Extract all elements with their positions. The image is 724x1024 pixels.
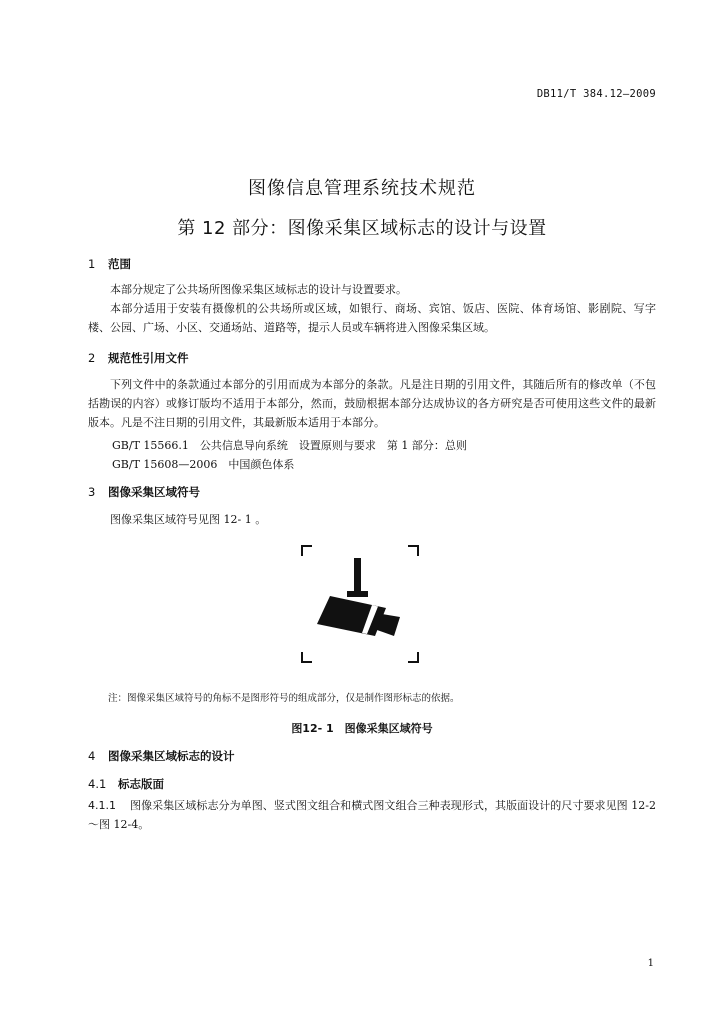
section-title: 标志版面 bbox=[118, 777, 164, 791]
document-title: 图像信息管理系统技术规范 bbox=[248, 178, 476, 199]
clause-number: 4.1.1 bbox=[88, 799, 116, 812]
normative-reference-2: GB/T 15608—2006 中国颜色体系 bbox=[112, 458, 295, 471]
clause-text: 图像采集区域标志分为单图、竖式图文组合和横式图文组合三种表现形式，其版面设计的尺寸要求见图 12-2～图 12-4。 bbox=[88, 799, 656, 831]
section-1-paragraph-1: 本部分规定了公共场所图像采集区域标志的设计与设置要求。 bbox=[110, 283, 407, 296]
section-number: 2 bbox=[88, 351, 96, 365]
section-1-heading bbox=[88, 256, 131, 272]
section-title: 图像采集区域符号 bbox=[108, 485, 200, 499]
section-number: 4.1 bbox=[88, 777, 107, 791]
section-3-paragraph-1: 图像采集区域符号见图 12- 1 。 bbox=[110, 513, 267, 526]
section-1-paragraph-2: 本部分适用于安装有摄像机的公共场所或区域，如银行、商场、宾馆、饭店、医院、体育场馆、影剧院、写字楼、公园、广场、小区、交通场站、道路等，提示人员或车辆将进入图像采集区域。 bbox=[88, 302, 656, 334]
image-capture-area-symbol bbox=[300, 544, 420, 664]
section-4-1-heading bbox=[88, 776, 164, 792]
figure-caption: 图12- 1 图像采集区域符号 bbox=[291, 722, 433, 735]
section-2-paragraph-1: 下列文件中的条款通过本部分的引用而成为本部分的条款。凡是注日期的引用文件，其随后所有的修改单（不包括勘误的内容）或修订版均不适用于本部分，然而，鼓励根据本部分达成协议的各方研究是否可使用这些文件的最新版本。凡是不注日期的引用文件，其最新版本适用于本部分。 bbox=[88, 378, 656, 429]
document-subtitle: 第 12 部分：图像采集区域标志的设计与设置 bbox=[177, 218, 547, 239]
section-4-heading bbox=[88, 748, 235, 764]
section-title: 范围 bbox=[108, 257, 131, 271]
normative-reference-1: GB/T 15566.1 公共信息导向系统 设置原则与要求 第 1 部分：总则 bbox=[112, 439, 467, 452]
figure-note: 注：图像采集区域符号的角标不是图形符号的组成部分，仅是制作图形标志的依据。 bbox=[108, 693, 460, 704]
section-number: 1 bbox=[88, 257, 96, 271]
section-3-heading bbox=[88, 484, 200, 500]
section-4-1-1-paragraph bbox=[88, 796, 656, 834]
section-number: 4 bbox=[88, 749, 96, 763]
standard-id: DB11/T 384.12—2009 bbox=[536, 88, 656, 100]
section-title: 图像采集区域标志的设计 bbox=[108, 749, 235, 763]
section-2-heading bbox=[88, 350, 189, 366]
section-title: 规范性引用文件 bbox=[108, 351, 189, 365]
page-number: 1 bbox=[647, 958, 654, 969]
section-number: 3 bbox=[88, 485, 96, 499]
surveillance-camera-icon bbox=[300, 544, 420, 664]
